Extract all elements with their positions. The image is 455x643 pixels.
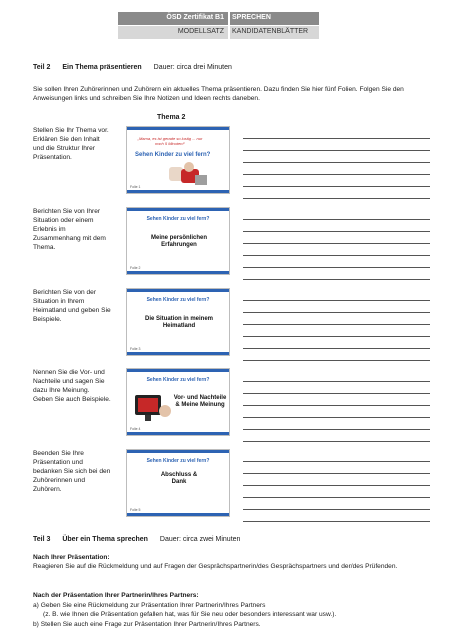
notes-lines-2[interactable] bbox=[243, 219, 430, 291]
slide-bottom-bar bbox=[127, 190, 229, 193]
step-2-text: Berichten Sie von Ihrer Situation oder einem Erlebnis im Zusammenhang mit dem Thema. bbox=[33, 208, 106, 251]
step-3-text: Berichten Sie von der Situation in Ihrem Heimatland und geben Sie Beispiele. bbox=[33, 289, 111, 323]
slide-5-body: Abschluss & Dank bbox=[160, 472, 198, 485]
slide-top-bar bbox=[127, 208, 229, 211]
notes-lines-1[interactable] bbox=[243, 138, 430, 210]
teil2-duration: Dauer: circa drei Minuten bbox=[153, 64, 232, 71]
teil3-item-a-detail: (z. B. wie Ihnen die Präsentation gefallen hat, was für Sie neu oder besonders interessant war usw.). bbox=[43, 611, 337, 618]
slide-3 bbox=[126, 288, 230, 356]
header-top-row bbox=[118, 12, 319, 25]
slide-1-title: Sehen Kinder zu viel fern? bbox=[135, 152, 211, 158]
slide-3-title: Sehen Kinder zu viel fern? bbox=[146, 297, 210, 303]
header-section: SPRECHEN bbox=[232, 14, 271, 21]
slide-4-title: Sehen Kinder zu viel fern? bbox=[146, 377, 210, 383]
slide-top-bar bbox=[127, 450, 229, 453]
theme-label: Thema 2 bbox=[157, 114, 186, 121]
slide-4 bbox=[126, 368, 230, 436]
slide-top-bar bbox=[127, 289, 229, 292]
slide-bottom-bar bbox=[127, 271, 229, 274]
child-tv-photo-icon bbox=[167, 161, 211, 189]
notes-lines-4[interactable] bbox=[243, 381, 430, 453]
teil2-label: Teil 2 bbox=[33, 64, 51, 71]
teil3-title: Über ein Thema sprechen bbox=[62, 536, 148, 543]
teil3-heading bbox=[33, 536, 240, 543]
teil3-item-a: a) Geben Sie eine Rückmeldung zur Präsentation Ihrer Partnerin/Ihres Partners bbox=[33, 602, 266, 609]
slide-bottom-bar bbox=[127, 513, 229, 516]
slide-bottom-bar bbox=[127, 432, 229, 435]
teil2-instructions: Sie sollen Ihren Zuhörerinnen und Zuhörern ein aktuelles Thema präsentieren. Dazu finden Sie hier fünf Folien. Folgen Sie den Anweisungen links und schreiben Sie Ihre Notizen und Ideen rechts daneben. bbox=[33, 86, 404, 102]
slide-5 bbox=[126, 449, 230, 517]
tv-photo-icon bbox=[133, 391, 173, 425]
slide-2-title: Sehen Kinder zu viel fern? bbox=[146, 216, 210, 222]
teil3-item-b: b) Stellen Sie auch eine Frage zur Präsentation Ihrer Partnerin/Ihres Partners. bbox=[33, 621, 261, 628]
header-kandidaten: KANDIDATENBLÄTTER bbox=[232, 28, 309, 35]
header-modellsatz: MODELLSATZ bbox=[177, 28, 224, 35]
slide-4-body: Vor- und Nachteile & Meine Meinung bbox=[173, 395, 227, 408]
slide-1 bbox=[126, 126, 230, 194]
notes-lines-3[interactable] bbox=[243, 300, 430, 372]
notes-lines-5[interactable] bbox=[243, 461, 430, 533]
header-certificate: ÖSD Zertifikat B1 bbox=[166, 14, 224, 21]
slide-2-number: Folie 2 bbox=[130, 266, 141, 270]
slide-1-number: Folie 1 bbox=[130, 185, 141, 189]
slide-5-title: Sehen Kinder zu viel fern? bbox=[146, 458, 210, 464]
slide-bottom-bar bbox=[127, 352, 229, 355]
slide-top-bar bbox=[127, 369, 229, 372]
slide-2 bbox=[126, 207, 230, 275]
header-divider bbox=[228, 12, 230, 39]
exam-header bbox=[118, 12, 319, 39]
slide-top-bar bbox=[127, 127, 229, 130]
slide-1-quote: „Mama, es ist gerade so lustig ... nur noch 5 Minuten!“ bbox=[137, 136, 203, 146]
teil2-title: Ein Thema präsentieren bbox=[62, 64, 142, 71]
teil3-label: Teil 3 bbox=[33, 536, 51, 543]
slide-5-number: Folie 5 bbox=[130, 508, 141, 512]
slide-3-number: Folie 3 bbox=[130, 347, 141, 351]
teil2-heading bbox=[33, 64, 232, 71]
slide-4-number: Folie 4 bbox=[130, 427, 141, 431]
slide-3-body: Die Situation in meinem Heimatland bbox=[144, 316, 213, 329]
teil3-partner-heading: Nach der Präsentation Ihrer Partnerin/Ihres Partners: bbox=[33, 592, 199, 599]
step-1-text: Stellen Sie Ihr Thema vor. Erklären Sie den Inhalt und die Struktur Ihrer Präsentation. bbox=[33, 127, 109, 161]
step-4-text: Nennen Sie die Vor- und Nachteile und sagen Sie dazu Ihre Meinung. Geben Sie auch Beispiele. bbox=[33, 369, 111, 403]
header-bottom-row bbox=[118, 26, 319, 39]
teil3-duration: Dauer: circa zwei Minuten bbox=[159, 536, 241, 543]
slide-2-body: Meine persönlichen Erfahrungen bbox=[150, 235, 207, 248]
teil3-after-heading: Nach Ihrer Präsentation: bbox=[33, 554, 110, 561]
teil3-after-text: Reagieren Sie auf die Rückmeldung und auf Fragen der Gesprächspartnerin/des Gesprächspartners und der/des Prüfenden. bbox=[33, 563, 398, 570]
step-5-text: Beenden Sie Ihre Präsentation und bedanken Sie sich bei den Zuhörerinnen und Zuhörern. bbox=[33, 450, 111, 493]
